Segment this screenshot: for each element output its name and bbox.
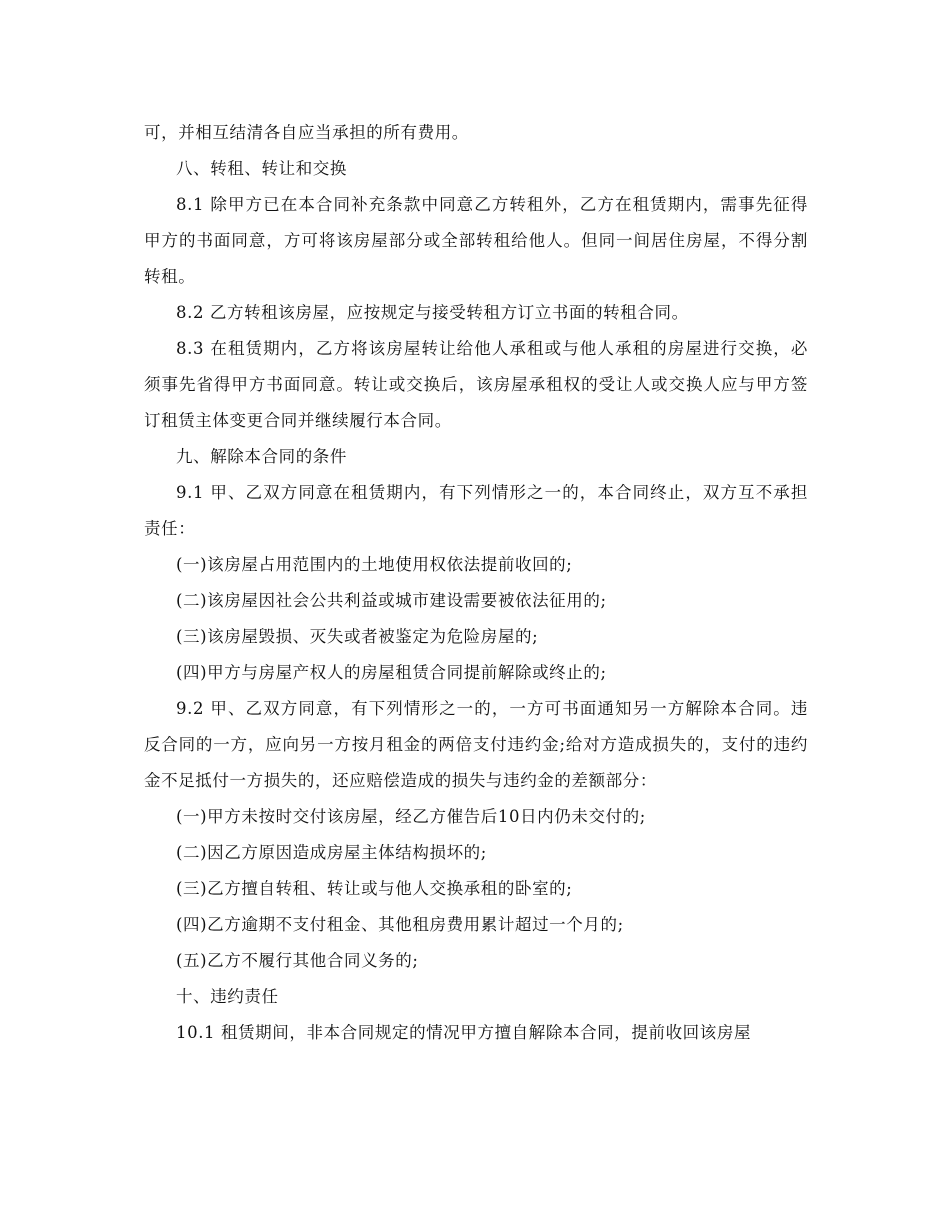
clause-8-1: 8.1 除甲方已在本合同补充条款中同意乙方转租外，乙方在租赁期内，需事先征得甲方的书面同意，方可将该房屋部分或全部转租给他人。但同一间居住房屋，不得分割转租。: [144, 195, 808, 286]
clause-9-2-item-3: (三)乙方擅自转租、转让或与他人交换承租的卧室的;: [176, 879, 573, 898]
section-heading-9: 九、解除本合同的条件: [176, 447, 347, 466]
clause-9-2-item-4: (四)乙方逾期不支付租金、其他租房费用累计超过一个月的;: [176, 915, 624, 934]
paragraph-continuation: 可，并相互结清各自应当承担的所有费用。: [144, 123, 469, 142]
section-heading-10: 十、违约责任: [176, 987, 279, 1006]
clause-8-3: 8.3 在租赁期内，乙方将该房屋转让给他人承租或与他人承租的房屋进行交换，必须事先省得甲方书面同意。转让或交换后，该房屋承租权的受让人或交换人应与甲方签订租赁主体变更合同并继续履行本合同。: [144, 339, 808, 430]
clause-9-2-item-2: (二)因乙方原因造成房屋主体结构损坏的;: [176, 843, 487, 862]
clause-9-1-item-4: (四)甲方与房屋产权人的房屋租赁合同提前解除或终止的;: [176, 663, 607, 682]
document-body: [144, 115, 808, 1051]
clause-9-2-item-1: (一)甲方未按时交付该房屋，经乙方催告后10日内仍未交付的;: [176, 807, 646, 826]
clause-9-1: 9.1 甲、乙双方同意在租赁期内，有下列情形之一的，本合同终止，双方互不承担责任：: [144, 483, 808, 538]
clause-8-2: 8.2 乙方转租该房屋，应按规定与接受转租方订立书面的转租合同。: [176, 303, 689, 322]
clause-9-1-item-1: (一)该房屋占用范围内的土地使用权依法提前收回的;: [176, 555, 573, 574]
clause-9-2-item-5: (五)乙方不履行其他合同义务的;: [176, 951, 419, 970]
clause-9-1-item-2: (二)该房屋因社会公共利益或城市建设需要被依法征用的;: [176, 591, 607, 610]
clause-9-2: 9.2 甲、乙双方同意，有下列情形之一的，一方可书面通知另一方解除本合同。违反合同的一方，应向另一方按月租金的两倍支付违约金;给对方造成损失的，支付的违约金不足抵付一方损失的，还应赔偿造成的损失与违约金的差额部分：: [144, 699, 808, 790]
clause-9-1-item-3: (三)该房屋毁损、灭失或者被鉴定为危险房屋的;: [176, 627, 539, 646]
clause-10-1: 10.1 租赁期间，非本合同规定的情况甲方擅自解除本合同，提前收回该房屋: [176, 1023, 752, 1042]
section-heading-8: 八、转租、转让和交换: [176, 159, 347, 178]
